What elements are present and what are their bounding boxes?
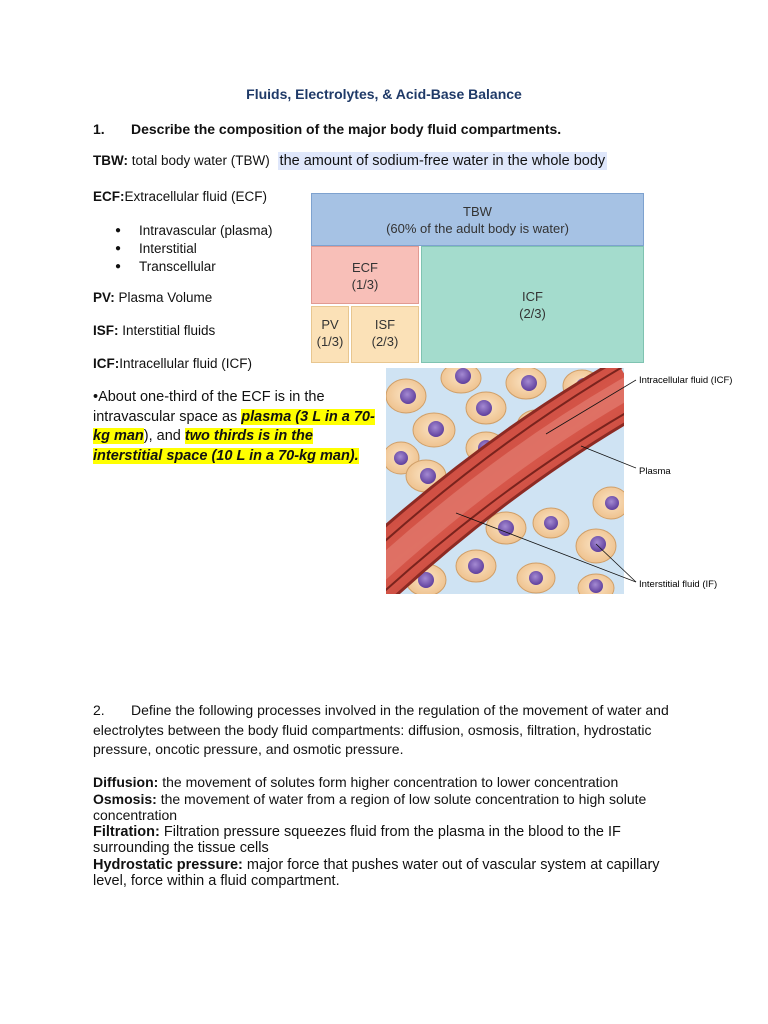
tbw-desc: total body water (TBW) <box>128 153 274 168</box>
definition-term: Diffusion: <box>93 774 159 790</box>
ecf-box <box>311 246 419 304</box>
tbw-box <box>311 193 644 246</box>
definitions-list <box>93 774 693 890</box>
list-item: ● Interstitial <box>115 240 273 258</box>
list-item: ● Transcellular <box>115 258 273 276</box>
definition-osmosis <box>93 791 693 824</box>
fluid-compartment-illustration <box>386 368 756 594</box>
definition-term: Filtration: <box>93 823 160 840</box>
definition-hydrostatic-pressure <box>93 857 693 890</box>
question-2-number: 2. <box>93 702 105 718</box>
definition-text: major force that pushes water out of vascular system at capillary level, force within a fluid compartment. <box>93 856 660 889</box>
ecf-desc: Extracellular fluid (ECF) <box>124 189 268 204</box>
ecf-list <box>115 222 273 276</box>
definition-text: Filtration pressure squeezes fluid from the plasma in the blood to the IF surrounding the tissue cells <box>93 823 621 856</box>
pv-term: PV: <box>93 290 115 305</box>
icf-term: ICF: <box>93 356 120 371</box>
tbw-term: TBW: <box>93 153 128 168</box>
pv-desc: Plasma Volume <box>114 290 213 305</box>
note-part-2: ), and <box>143 428 185 444</box>
isf-term: ISF: <box>93 323 119 338</box>
pv-box-title: PV <box>321 317 339 332</box>
question-2-text: Define the following processes involved in the regulation of the movement of water and electrolytes between the body fluid compartments: diffusion, osmosis, filtration, hydrostatic pressure, oncotic pressure, and osmotic pressure. <box>93 702 669 757</box>
definition-text: the movement of water from a region of low solute concentration to high solute concentration <box>93 790 647 823</box>
note-highlight-2: two thirds is in the interstitial space (10 L in a 70-kg man). <box>93 428 359 464</box>
label-icf: Intracellular fluid (ICF) <box>639 375 733 386</box>
tbw-box-title: TBW <box>463 204 492 219</box>
question-1 <box>93 121 561 137</box>
pv-box <box>311 306 349 363</box>
question-2 <box>93 701 693 760</box>
icf-desc: Intracellular fluid (ICF) <box>119 356 253 371</box>
ecf-term: ECF: <box>93 189 125 204</box>
pv-box-sub: (1/3) <box>316 334 344 349</box>
note-part-1: •About one-third of the ECF is in the intravascular space as <box>93 389 325 425</box>
pv-definition <box>93 290 212 305</box>
isf-definition <box>93 323 215 338</box>
isf-box-sub: (2/3) <box>371 334 399 349</box>
tbw-highlight: the amount of sodium-free water in the whole body <box>279 153 606 169</box>
label-plasma: Plasma <box>639 466 671 477</box>
question-1-text: Describe the composition of the major body fluid compartments. <box>131 121 562 137</box>
isf-box-title: ISF <box>374 317 396 332</box>
ecf-definition <box>93 189 267 204</box>
isf-box <box>351 306 419 363</box>
question-1-number: 1. <box>93 121 105 137</box>
icf-box <box>421 246 644 363</box>
definition-term: Osmosis: <box>93 790 157 807</box>
label-if: Interstitial fluid (IF) <box>639 579 718 590</box>
compartment-note <box>93 388 383 466</box>
isf-desc: Interstitial fluids <box>118 323 216 338</box>
tbw-box-sub: (60% of the adult body is water) <box>386 221 569 236</box>
definition-term: Hydrostatic pressure: <box>93 856 243 873</box>
definition-diffusion <box>93 774 693 791</box>
icf-box-sub: (2/3) <box>519 306 546 321</box>
note-highlight-1: plasma (3 L in a 70-kg man <box>93 408 375 444</box>
tbw-definition <box>93 153 607 169</box>
list-item: ● Intravascular (plasma) <box>115 222 273 240</box>
icf-definition <box>93 356 252 371</box>
ecf-box-title: ECF <box>352 260 378 275</box>
page-title: Fluids, Electrolytes, & Acid-Base Balance <box>246 86 522 102</box>
definition-text: the movement of solutes form higher concentration to lower concentration <box>158 774 619 790</box>
icf-box-title: ICF <box>522 289 543 304</box>
definition-filtration <box>93 824 693 857</box>
ecf-box-sub: (1/3) <box>351 277 379 292</box>
